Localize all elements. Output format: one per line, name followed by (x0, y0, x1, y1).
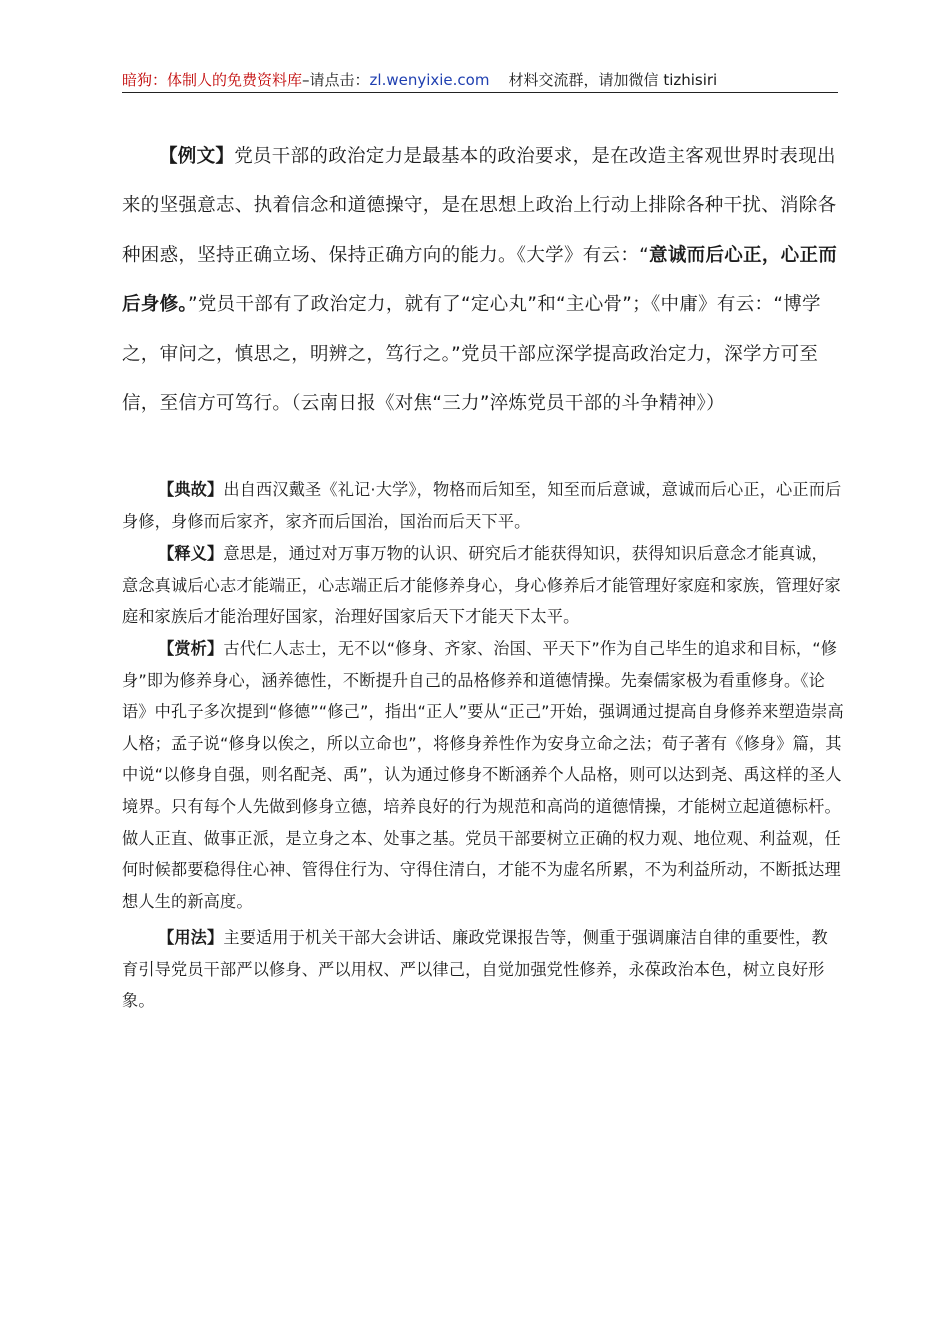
usage-tag: 【用法】 (158, 928, 224, 947)
meaning-text: 意思是，通过对万事万物的认识、研究后才能获得知识，获得知识后意念才能真诚，意念真诚后心志才能端正，心志端正后才能修养身心，身心修养后才能管理好家庭和家族，管理好家庭和家族后才能治理好国家，治理好国家后天下才能天下太平。 (122, 544, 841, 627)
origin-tag: 【典故】 (158, 480, 224, 499)
usage-text: 主要适用于机关干部大会讲话、廉政党课报告等，侧重于强调廉洁自律的重要性，教育引导党员干部严以修身、严以用权、严以律己，自觉加强党性修养，永葆政治本色，树立良好形象。 (122, 928, 828, 1011)
header-contact: 材料交流群，请加微信 tizhisiri (508, 71, 718, 89)
analysis-tag: 【赏析】 (158, 639, 224, 658)
example-tag: 【例文】 (159, 146, 235, 167)
page-header (122, 70, 838, 93)
usage-paragraph (122, 922, 844, 1017)
header-brand: 暗狗：体制人的免费资料库 (122, 71, 303, 89)
example-text-1: 党员干部的政治定力是最基本的政治要求，是在改造主客观世界时表现出来的坚强意志、执着信念和道德操守，是在思想上政治上行动上排除各种干扰、消除各种困惑，坚持正确立场、保持正确方向的能力。《大学》有云：“ (122, 146, 837, 266)
header-click-label: –请点击： (302, 71, 370, 89)
meaning-tag: 【释义】 (158, 544, 224, 563)
example-text-2: ”党员干部有了政治定力，就有了“定心丸”和“主心骨”；《中庸》有云：“博学之，审问之，慎思之，明辨之，笃行之。”党员干部应深学提高政治定力，深学方可至信，至信方可笃行。（云南日报《对焦“三力”淬炼党员干部的斗争精神》） (122, 294, 821, 415)
example-bold-quote: 意诚而后心正，心正而后身修。 (122, 244, 838, 316)
meaning-paragraph (122, 538, 844, 633)
origin-text: 出自西汉戴圣《礼记·大学》，物格而后知至，知至而后意诚，意诚而后心正，心正而后身修，身修而后家齐，家齐而后国治，国治而后天下平。 (122, 480, 842, 531)
header-url-link[interactable]: zl.wenyixie.com (369, 71, 490, 89)
analysis-text: 古代仁人志士，无不以“修身、齐家、治国、平天下”作为自己毕生的追求和目标，“修身”即为修养身心，涵养德性，不断提升自己的品格修养和道德情操。先秦儒家极为看重修身。《论语》中孔子多次提到“修德”“修己”，指出“正人”要从“正己”开始，强调通过提高自身修养来塑造崇高人格；孟子说“修身以俟之，所以立命也”，将修身养性作为安身立命之法；荀子著有《修身》篇，其中说“以修身自强，则名配尧、禹”，认为通过修身不断涵养个人品格，则可以达到尧、禹这样的圣人境界。只有每个人先做到修身立德，培养良好的行为规范和高尚的道德情操，才能树立起道德标杆。做人正直、做事正派，是立身之本、处事之基。党员干部要树立正确的权力观、地位观、利益观，任何时候都要稳得住心神、管得住行为、守得住清白，才能不为虚名所累，不为利益所动，不断抵达理想人生的新高度。 (122, 639, 844, 911)
example-paragraph (122, 132, 842, 428)
origin-paragraph (122, 474, 844, 537)
analysis-paragraph (122, 633, 844, 917)
